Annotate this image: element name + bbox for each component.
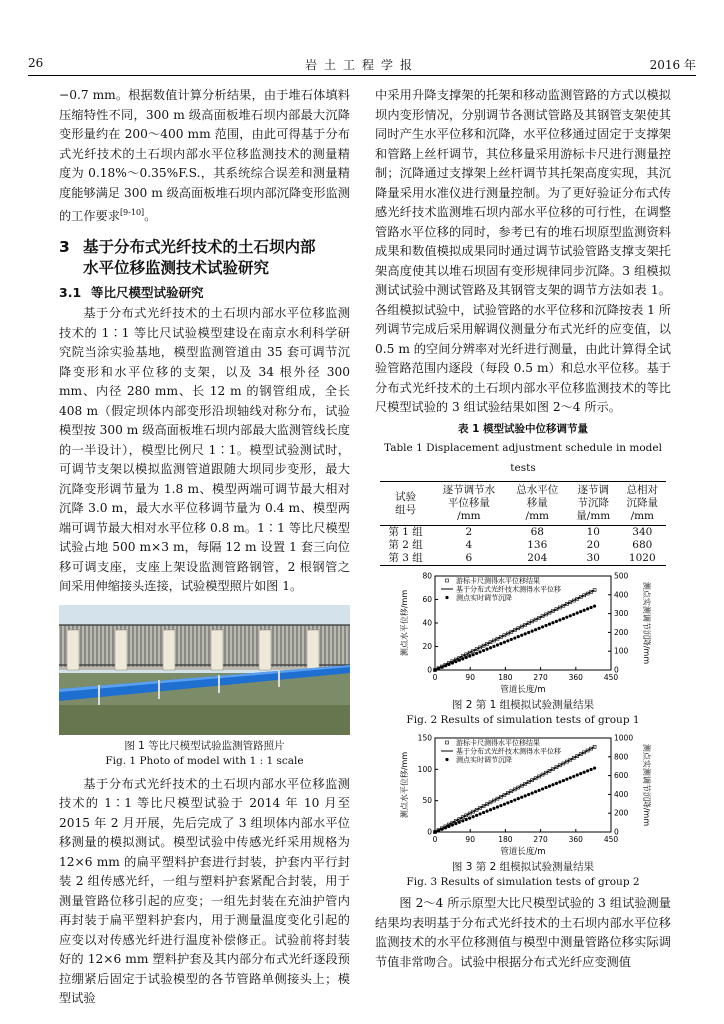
x-tick-label: 0 <box>432 835 438 844</box>
data-point <box>468 655 471 658</box>
data-point <box>440 666 443 669</box>
data-point <box>562 779 565 782</box>
subsection-heading: 3.1 等比尺模型试验研究 <box>59 284 204 300</box>
table-header-line: 平位移量 <box>447 497 490 509</box>
data-point <box>579 772 582 775</box>
data-point <box>555 620 558 623</box>
intro-paragraph: −0.7 mm。根据数值计算分析结果，由于堆石体填料压缩特性不同，300 m 级高面板堆石坝内部最大沉降变形量约在 200～400 mm 范围，由此可得基于分布式光纤技术的土石坝内部水平位移监测技术的测量精度为 0.18%～0.35%F.S.，其系统综合误差和测量精度能够满足 300 m 级高面板堆石坝内部沉降变形监测的工作要求[9-10]。 <box>59 88 350 224</box>
data-point <box>590 768 593 771</box>
data-point <box>586 769 589 772</box>
model-photo-illustration <box>59 605 350 735</box>
data-point <box>451 661 454 664</box>
table-header-line: 逐节调节水 <box>442 484 496 496</box>
legend-swatch <box>445 758 448 761</box>
data-point <box>454 660 457 663</box>
data-point <box>465 656 468 659</box>
y2-axis-label: 测点实测调节沉降/mm <box>642 581 651 665</box>
table-header-cell <box>619 482 666 526</box>
data-point <box>482 649 485 652</box>
y-tick-label: 0 <box>427 827 432 837</box>
table-cell: 30 <box>568 552 619 566</box>
table-header-line: 试验 <box>395 490 417 503</box>
x-tick-label: 180 <box>498 673 513 682</box>
continuation-paragraph: 中采用升降支撑架的托架和移动监测管路的方式以模拟坝内变形情况，分别调节各测试管路及其钢管支架使其同时产生水平位移和沉降，水平位移通过固定于支撑架和管路上丝杆调节，其位移量采用游标卡尺进行测量控制；沉降通过支撑架上丝杆调节其托架高度实现，其沉降量采用水准仪进行测量控制。为了更好验证分布式传感光纤技术监测堆石坝内部水平位移的可行性，在调整管路水平位移的同时，参考已有的堆石坝原型监测资料成果和数值模拟成果同时通过调节试验管路支撑支架托架高度使其以堆石坝固有变形规律同步沉降。3 组模拟测试试验中测试管路及其钢管支架的调节方法如表 1。各组模拟试验中，试验管路的水平位移和沉降按表 1 所列调节完成后采用解调仪测量分布式光纤的应变值，以 0.5 m 的空间分辨率对光纤进行测量，由此计算得全试验管路范围内逐段（每段 0.5 m）和总水平位移。基于分布式光纤技术的土石坝内部水平位移监测技术的等比尺模型试验的 3 组试验结果如图 2～4 所示。 <box>375 88 671 414</box>
table-header-line: 组号 <box>395 503 417 516</box>
data-point <box>531 791 534 794</box>
data-point <box>475 652 478 655</box>
y-tick-label: 20 <box>422 642 432 651</box>
data-point <box>433 668 436 671</box>
data-point <box>541 625 544 628</box>
x-tick-label: 450 <box>603 673 619 682</box>
table-cell: 第 1 组 <box>388 526 423 538</box>
data-point <box>468 817 471 820</box>
data-point <box>517 635 520 638</box>
data-point <box>465 818 468 821</box>
data-point <box>458 659 461 662</box>
page-header <box>28 56 696 74</box>
data-point <box>551 621 554 624</box>
data-point <box>544 624 547 627</box>
table-header-line: 逐节调 <box>577 484 610 496</box>
data-point <box>569 776 572 779</box>
data-point <box>503 641 506 644</box>
y2-tick-label: 100 <box>614 646 629 656</box>
figure-1-photo <box>59 605 350 735</box>
table-cell: 4 <box>465 539 473 551</box>
y-tick-label: 60 <box>422 595 432 604</box>
data-point <box>478 650 481 653</box>
figure-2-caption-cn: 图 2 第 1 组模拟试验测量结果 <box>451 699 595 711</box>
y2-axis-label: 测点实测调节沉降/mm <box>642 743 651 827</box>
table-header-row <box>380 482 666 526</box>
table-header-line: 总相对 <box>626 484 659 496</box>
y2-tick-label: 0 <box>614 665 619 675</box>
data-point <box>562 617 565 620</box>
test-paragraph: 基于分布式光纤技术的土石坝内部水平位移监测技术的 1∶1 等比尺模型试验于 2014 年 10 月至 2015 年 2 月开展，先后完成了 3 组坝体内部水平位移测量的模拟测试。模型试验中传感光纤采用规格为 12×6 mm 的扁平塑料护套进行封装，护套内平行封装 2 组传感光纤，一组与塑料护套紧配合封装，用于测量管路位移引起的应变；一组先封装在充油护管内再封装于扁平塑料护套内，用于测量温度变化引起的应变以对传感光纤进行温度补偿修正。试验前将封装好的 12×6 mm 塑料护套及其内部分布式光纤逐段预拉绷紧后固定于试验模型的各节管路单侧接头上；模型试验 <box>59 776 350 1006</box>
y-axis-label: 测点水平位移/mm <box>400 751 409 819</box>
data-point <box>548 623 551 626</box>
table-header-cell <box>507 482 568 526</box>
data-point <box>489 808 492 811</box>
table-cell: 20 <box>586 539 600 551</box>
data-point <box>496 805 499 808</box>
data-point <box>489 646 492 649</box>
y2-tick-label: 500 <box>614 571 629 581</box>
data-point <box>485 810 488 813</box>
data-point <box>520 634 523 637</box>
y2-tick-label: 200 <box>614 627 629 637</box>
legend-label: 测点实时调节沉降 <box>456 756 512 764</box>
data-point <box>548 785 551 788</box>
data-point <box>576 611 579 614</box>
y2-tick-label: 600 <box>614 771 629 781</box>
data-point <box>558 780 561 783</box>
data-point <box>503 803 506 806</box>
table-header-line: 沉降量 <box>626 497 659 509</box>
table-cell: 680 <box>632 539 653 551</box>
table-1-title-cn: 表 1 模型试验中位移调节量 <box>457 422 589 435</box>
table-cell: 340 <box>632 526 653 538</box>
table-cell: 6 <box>431 552 506 566</box>
y-tick-label: 100 <box>417 764 432 774</box>
data-point <box>475 814 478 817</box>
data-point <box>461 657 464 660</box>
data-point <box>583 609 586 612</box>
data-point <box>590 606 593 609</box>
data-point <box>593 766 596 769</box>
data-point <box>433 830 436 833</box>
model-paragraph: 基于分布式光纤技术的土石坝内部水平位移监测技术的 1∶1 等比尺试验模型建设在南京水利科学研究院当涂实验基地，模型监测管道由 35 套可调节沉降变形和水平位移的支架，以及 34 根外径 300 mm、内径 280 mm、长 12 m 的钢管组成，全长 408 m（假定坝体内部变形沿坝轴线对称分布，试验模型按 300 m 级高面板堆石坝内部最大监测管线长度的一半设计），模型比例尺 1∶1。模型试验测试时，可调节支架以模拟监测管道跟随大坝同步变形，最大沉降变形调节量为 1.8 m、模型两端可调节最大相对沉降 3.0 m，最大水平位移调节量为 0.4 m、模型两端可调节最大相对水平位移 0.8 m。1∶1 等比尺模型试验占地 500 m×3 m，每隔 12 m 设置 1 套三向位移可调支座，支座上架设监测管路钢管，2 根钢管之间采用伸缩接头连接，试验模型照片如图 1。 <box>59 306 350 594</box>
legend-label: 测点实时调节沉降 <box>456 594 512 602</box>
data-point <box>531 629 534 632</box>
data-point <box>569 614 572 617</box>
table-1 <box>380 481 666 566</box>
page-number: 26 <box>28 56 44 70</box>
data-point <box>499 804 502 807</box>
x-tick-label: 90 <box>465 673 475 682</box>
data-point <box>506 639 509 642</box>
data-point <box>451 823 454 826</box>
data-point <box>472 653 475 656</box>
table-header-cell <box>568 482 619 526</box>
table-cell: 68 <box>530 526 544 538</box>
table-cell: 1020 <box>619 552 666 566</box>
table-header-line: /mm <box>457 510 481 522</box>
data-point <box>510 638 513 641</box>
x-axis-label: 管道长度/m <box>500 685 546 695</box>
figure-3-caption-cn: 图 3 第 2 组模拟试验测量结果 <box>451 861 595 873</box>
x-tick-label: 180 <box>498 835 513 844</box>
legend-swatch <box>446 579 449 582</box>
data-point <box>499 642 502 645</box>
header-year: 2016 年 <box>649 58 696 72</box>
table-cell: 204 <box>507 552 568 566</box>
table-header-line: /mm <box>525 510 549 522</box>
figure-1-caption-cn: 图 1 等比尺模型试验监测管路照片 <box>124 739 285 752</box>
legend-label: 游标卡尺测得水平位移结果 <box>456 739 540 747</box>
data-point <box>482 811 485 814</box>
journal-name: 岩土工程学报 <box>304 58 419 72</box>
legend-label: 基于分布式光纤技术测得水平位移 <box>456 585 561 594</box>
data-point <box>572 613 575 616</box>
data-point <box>496 643 499 646</box>
data-point <box>513 636 516 639</box>
data-point <box>558 618 561 621</box>
data-point <box>541 787 544 790</box>
table-header-line: /mm <box>630 510 655 522</box>
table-1-title-en: Table 1 Displacement adjustment schedule in model tests <box>384 442 662 474</box>
table-row <box>380 552 666 566</box>
data-point <box>461 819 464 822</box>
table-header-line: 量/mm <box>576 510 611 522</box>
series-line <box>435 590 595 670</box>
data-point <box>593 604 596 607</box>
data-point <box>478 812 481 815</box>
y2-tick-label: 800 <box>614 752 629 762</box>
x-axis-label: 管道长度/m <box>500 847 546 857</box>
table-cell: 2 <box>465 526 473 538</box>
data-point <box>513 798 516 801</box>
data-point <box>527 793 530 796</box>
data-point <box>447 663 450 666</box>
legend-swatch <box>445 596 448 599</box>
x-tick-label: 450 <box>603 835 619 844</box>
data-point <box>485 648 488 651</box>
data-point <box>444 826 447 829</box>
figure-2-caption-en: Fig. 2 Results of simulation tests of group 1 <box>406 714 640 726</box>
figure-1-caption-en: Fig. 1 Photo of model with 1 : 1 scale <box>105 754 304 767</box>
data-point <box>586 607 589 610</box>
data-point <box>555 782 558 785</box>
data-point <box>565 778 568 781</box>
table-cell: 136 <box>527 539 548 551</box>
y2-tick-label: 1000 <box>614 733 634 743</box>
data-point <box>454 822 457 825</box>
y-tick-label: 40 <box>422 618 432 628</box>
x-tick-label: 270 <box>533 835 548 844</box>
table-header-line: 移量 <box>526 497 548 509</box>
data-point <box>510 800 513 803</box>
x-tick-label: 0 <box>432 673 438 682</box>
y2-tick-label: 200 <box>614 808 629 818</box>
figure-3-chart <box>383 732 663 860</box>
data-point <box>447 825 450 828</box>
right-column <box>375 86 671 972</box>
data-point <box>440 828 443 831</box>
x-tick-label: 360 <box>568 835 583 844</box>
y2-tick-label: 400 <box>614 590 629 600</box>
y-axis-label: 测点水平位移/mm <box>400 589 409 657</box>
table-header-line: 节沉降 <box>577 497 610 509</box>
data-point <box>583 771 586 774</box>
results-paragraph: 图 2～4 所示原型大比尺模型试验的 3 组试验测量结果均表明基于分布式光纤技术的土石坝内部水平位移监测技术的水平位移测值与模型中测量管路位移实际调节值非常吻合。试验中根据分布式光纤应变测值 <box>375 896 671 969</box>
y-tick-label: 150 <box>417 733 432 743</box>
x-tick-label: 270 <box>533 673 548 682</box>
data-point <box>506 801 509 804</box>
data-point <box>544 786 547 789</box>
legend-label: 游标卡尺测得水平位移结果 <box>456 577 540 585</box>
data-point <box>472 815 475 818</box>
data-point <box>537 789 540 792</box>
y-tick-label: 80 <box>422 571 432 581</box>
table-cell: 第 3 组 <box>380 552 431 566</box>
y2-tick-label: 400 <box>614 789 629 799</box>
data-point <box>579 610 582 613</box>
legend-swatch <box>446 741 449 744</box>
table-header-cell <box>380 482 431 526</box>
y2-tick-label: 300 <box>614 609 629 619</box>
x-tick-label: 90 <box>465 835 475 844</box>
header-rule <box>28 75 696 76</box>
data-point <box>437 829 440 832</box>
table-cell: 第 2 组 <box>388 539 423 551</box>
y2-tick-label: 0 <box>614 827 619 837</box>
data-point <box>534 628 537 631</box>
table-cell: 10 <box>586 526 600 538</box>
data-point <box>537 627 540 630</box>
table-row <box>380 539 666 552</box>
figure-3-caption-en: Fig. 3 Results of simulation tests of group 2 <box>406 876 640 888</box>
data-point <box>534 790 537 793</box>
x-tick-label: 360 <box>568 673 583 682</box>
data-point <box>492 645 495 648</box>
citation: [9-10] <box>119 208 145 217</box>
table-header-cell <box>431 482 506 526</box>
data-point <box>527 631 530 634</box>
table-header-line: 总水平位 <box>516 484 559 496</box>
data-point <box>520 796 523 799</box>
legend-label: 基于分布式光纤技术测得水平位移 <box>456 747 561 756</box>
data-point <box>565 616 568 619</box>
data-point <box>437 667 440 670</box>
y-tick-label: 0 <box>427 665 432 675</box>
data-point <box>572 775 575 778</box>
data-point <box>551 783 554 786</box>
data-point <box>492 807 495 810</box>
left-column <box>59 86 350 1009</box>
data-point <box>517 797 520 800</box>
section-heading: 3 基于分布式光纤技术的土石坝内部 水平位移监测技术试验研究 <box>59 237 316 277</box>
data-point <box>458 821 461 824</box>
y-tick-label: 50 <box>422 796 432 806</box>
data-point <box>524 794 527 797</box>
data-point <box>576 773 579 776</box>
table-row <box>380 526 666 540</box>
figure-2-chart <box>383 570 663 698</box>
data-point <box>444 664 447 667</box>
data-point <box>524 632 527 635</box>
